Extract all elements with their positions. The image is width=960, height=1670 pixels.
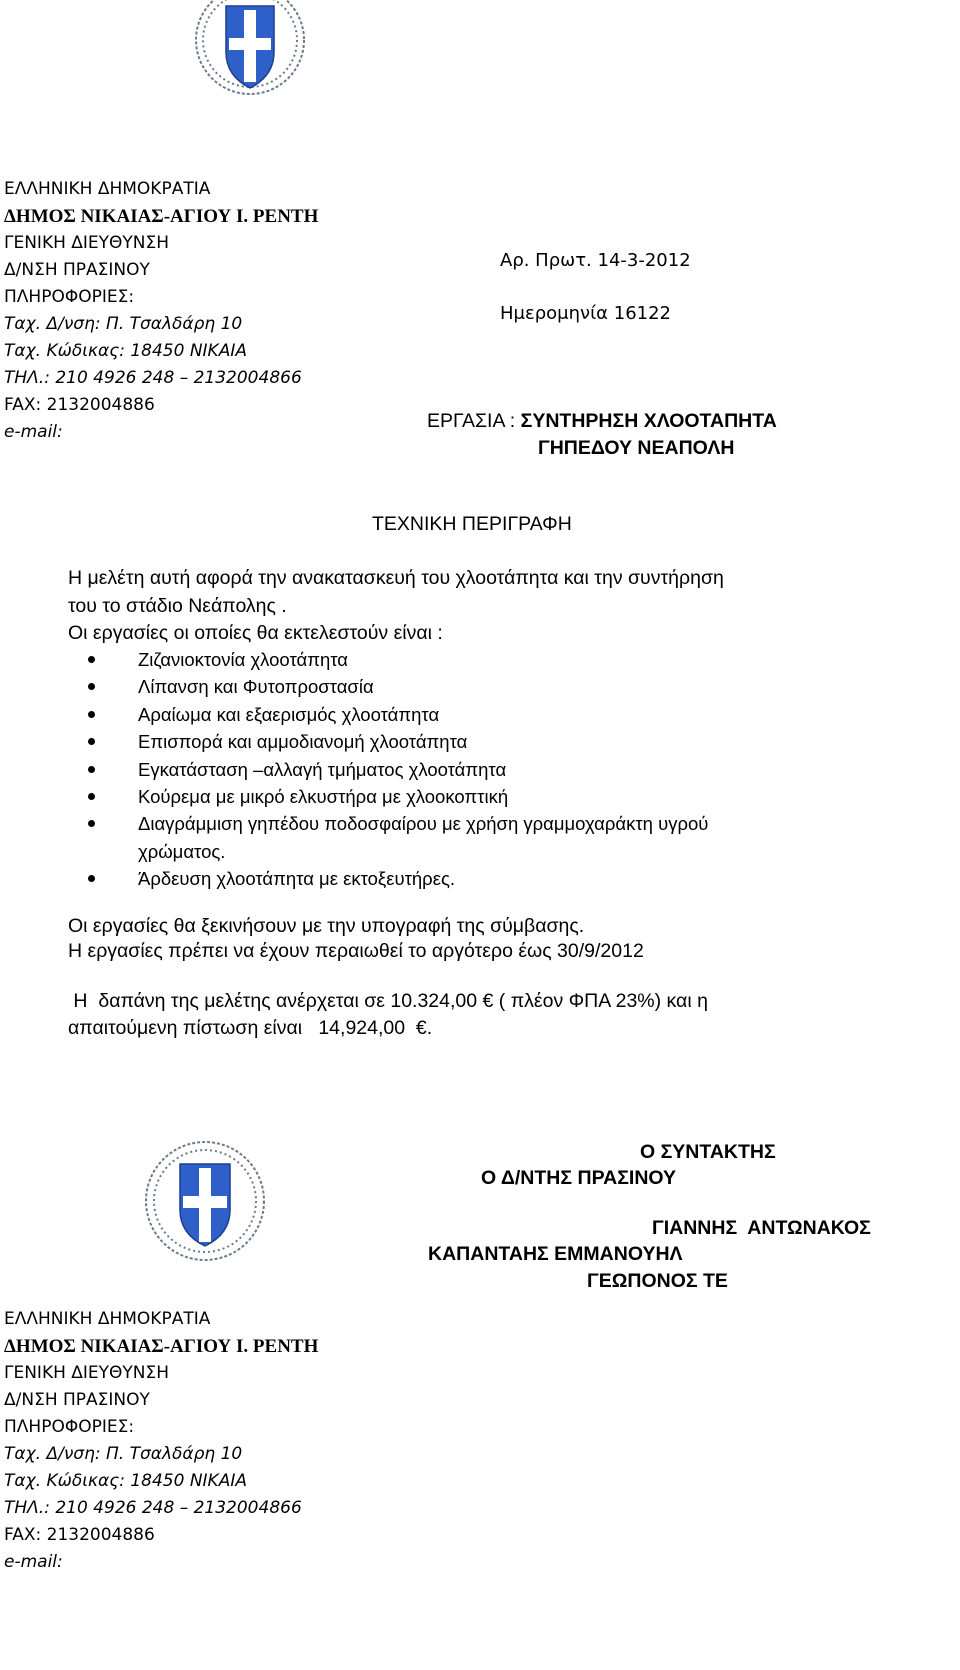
director-name: ΚΑΠΑΝΤΑΗΣ ΕΜΜΑΝΟΥΗΛ — [428, 1243, 683, 1265]
header-fax: FAX: 2132004886 — [4, 395, 155, 415]
cost-line-1: Η δαπάνη της μελέτης ανέρχεται σε 10.324,00 € ( πλέον ΦΠΑ 23%) και η — [68, 990, 708, 1012]
end-note: Η εργασίες πρέπει να έχουν περαιωθεί το αργότερο έως 30/9/2012 — [68, 940, 644, 962]
work-title-line1: ΣΥΝΤΗΡΗΣΗ ΧΛΟΟΤΑΠΗΤΑ — [520, 410, 777, 432]
header-postal-code: Ταχ. Κώδικας: 18450 ΝΙΚΑΙΑ — [4, 341, 247, 361]
header-address: Ταχ. Δ/νση: Π. Τσαλδάρη 10 — [4, 1444, 243, 1464]
list-item: Εγκατάσταση –αλλαγή τμήματος χλοοτάπητα — [68, 756, 708, 783]
work-title — [427, 410, 777, 433]
author-name: ΓΙΑΝΝΗΣ ΑΝΤΩΝΑΚΟΣ — [652, 1217, 871, 1239]
list-item: Αραίωμα και εξαερισμός χλοοτάπητα — [68, 701, 708, 728]
header-postal-code: Ταχ. Κώδικας: 18450 ΝΙΚΑΙΑ — [4, 1471, 247, 1491]
list-item: Διαγράμμιση γηπέδου ποδοσφαίρου με χρήση γραμμοχαράκτη υγρού — [68, 810, 708, 837]
bullet-icon — [88, 766, 95, 773]
protocol-date: Ημερομηνία 16122 — [500, 303, 672, 324]
header-directorate: ΓΕΝΙΚΗ ΔΙΕΥΘΥΝΣΗ — [4, 233, 170, 253]
cost-line-2: απαιτούμενη πίστωση είναι 14,924,00 €. — [68, 1017, 433, 1039]
bullet-icon — [88, 820, 95, 827]
sender-header-repeat — [4, 1306, 318, 1576]
header-email: e-mail: — [4, 1552, 63, 1572]
header-phone: ΤΗΛ.: 210 4926 248 – 2132004866 — [4, 368, 302, 388]
protocol-number: Αρ. Πρωτ. 14-3-2012 — [500, 250, 691, 271]
bullet-icon — [88, 875, 95, 882]
header-phone: ΤΗΛ.: 210 4926 248 – 2132004866 — [4, 1498, 302, 1518]
work-title-line2: ΓΗΠΕΔΟΥ ΝΕΑΠΟΛΗ — [538, 437, 735, 459]
list-item: Λίπανση και Φυτοπροστασία — [68, 673, 708, 700]
list-item: Κούρεμα με μικρό ελκυστήρα με χλοοκοπτική — [68, 783, 708, 810]
greek-coat-of-arms-icon — [190, 0, 310, 100]
works-intro: Οι εργασίες οι οποίες θα εκτελεστούν είναι : — [68, 622, 443, 644]
header-address: Ταχ. Δ/νση: Π. Τσαλδάρη 10 — [4, 314, 243, 334]
director-title: Ο Δ/ΝΤΗΣ ΠΡΑΣΙΝΟΥ — [481, 1167, 677, 1189]
greek-coat-of-arms-icon — [142, 1138, 268, 1264]
technical-description-heading: ΤΕΧΝΙΚΗ ΠΕΡΙΓΡΑΦΗ — [372, 513, 572, 535]
header-directorate: ΓΕΝΙΚΗ ΔΙΕΥΘΥΝΣΗ — [4, 1363, 170, 1383]
intro-line-2: του το στάδιο Νεάπολης . — [68, 595, 287, 617]
intro-line-1: Η μελέτη αυτή αφορά την ανακατασκευή του χλοοτάπητα και την συντήρηση — [68, 567, 724, 589]
header-info-label: ΠΛΗΡΟΦΟΡΙΕΣ: — [4, 287, 135, 307]
header-department: Δ/ΝΣΗ ΠΡΑΣΙΝΟΥ — [4, 260, 150, 280]
header-municipality: ΔΗΜΟΣ ΝΙΚΑΙΑΣ-ΑΓΙΟΥ Ι. ΡΕΝΤΗ — [4, 206, 319, 227]
works-list — [68, 646, 708, 893]
header-info-label: ΠΛΗΡΟΦΟΡΙΕΣ: — [4, 1417, 135, 1437]
header-fax: FAX: 2132004886 — [4, 1525, 155, 1545]
header-country: ΕΛΛΗΝΙΚΗ ΔΗΜΟΚΡΑΤΙΑ — [4, 1309, 211, 1329]
director-role: ΓΕΩΠΟΝΟΣ ΤΕ — [587, 1270, 728, 1292]
header-department: Δ/ΝΣΗ ΠΡΑΣΙΝΟΥ — [4, 1390, 150, 1410]
author-title: Ο ΣΥΝΤΑΚΤΗΣ — [640, 1141, 776, 1163]
start-note: Οι εργασίες θα ξεκινήσουν με την υπογραφή της σύμβασης. — [68, 915, 585, 937]
list-item: Άρδευση χλοοτάπητα με εκτοξευτήρες. — [68, 865, 708, 892]
header-municipality: ΔΗΜΟΣ ΝΙΚΑΙΑΣ-ΑΓΙΟΥ Ι. ΡΕΝΤΗ — [4, 1336, 319, 1357]
list-item: Ζιζανιοκτονία χλοοτάπητα — [68, 646, 708, 673]
work-label: ΕΡΓΑΣΙΑ : — [427, 410, 521, 432]
list-item-continuation: χρώματος. — [138, 840, 226, 862]
bullet-icon — [88, 793, 95, 800]
bullet-icon — [88, 711, 95, 718]
bullet-icon — [88, 683, 95, 690]
sender-header — [4, 176, 318, 446]
list-item: Επισπορά και αμμοδιανομή χλοοτάπητα — [68, 728, 708, 755]
header-country: ΕΛΛΗΝΙΚΗ ΔΗΜΟΚΡΑΤΙΑ — [4, 179, 211, 199]
header-email: e-mail: — [4, 422, 63, 442]
bullet-icon — [88, 656, 95, 663]
bullet-icon — [88, 738, 95, 745]
